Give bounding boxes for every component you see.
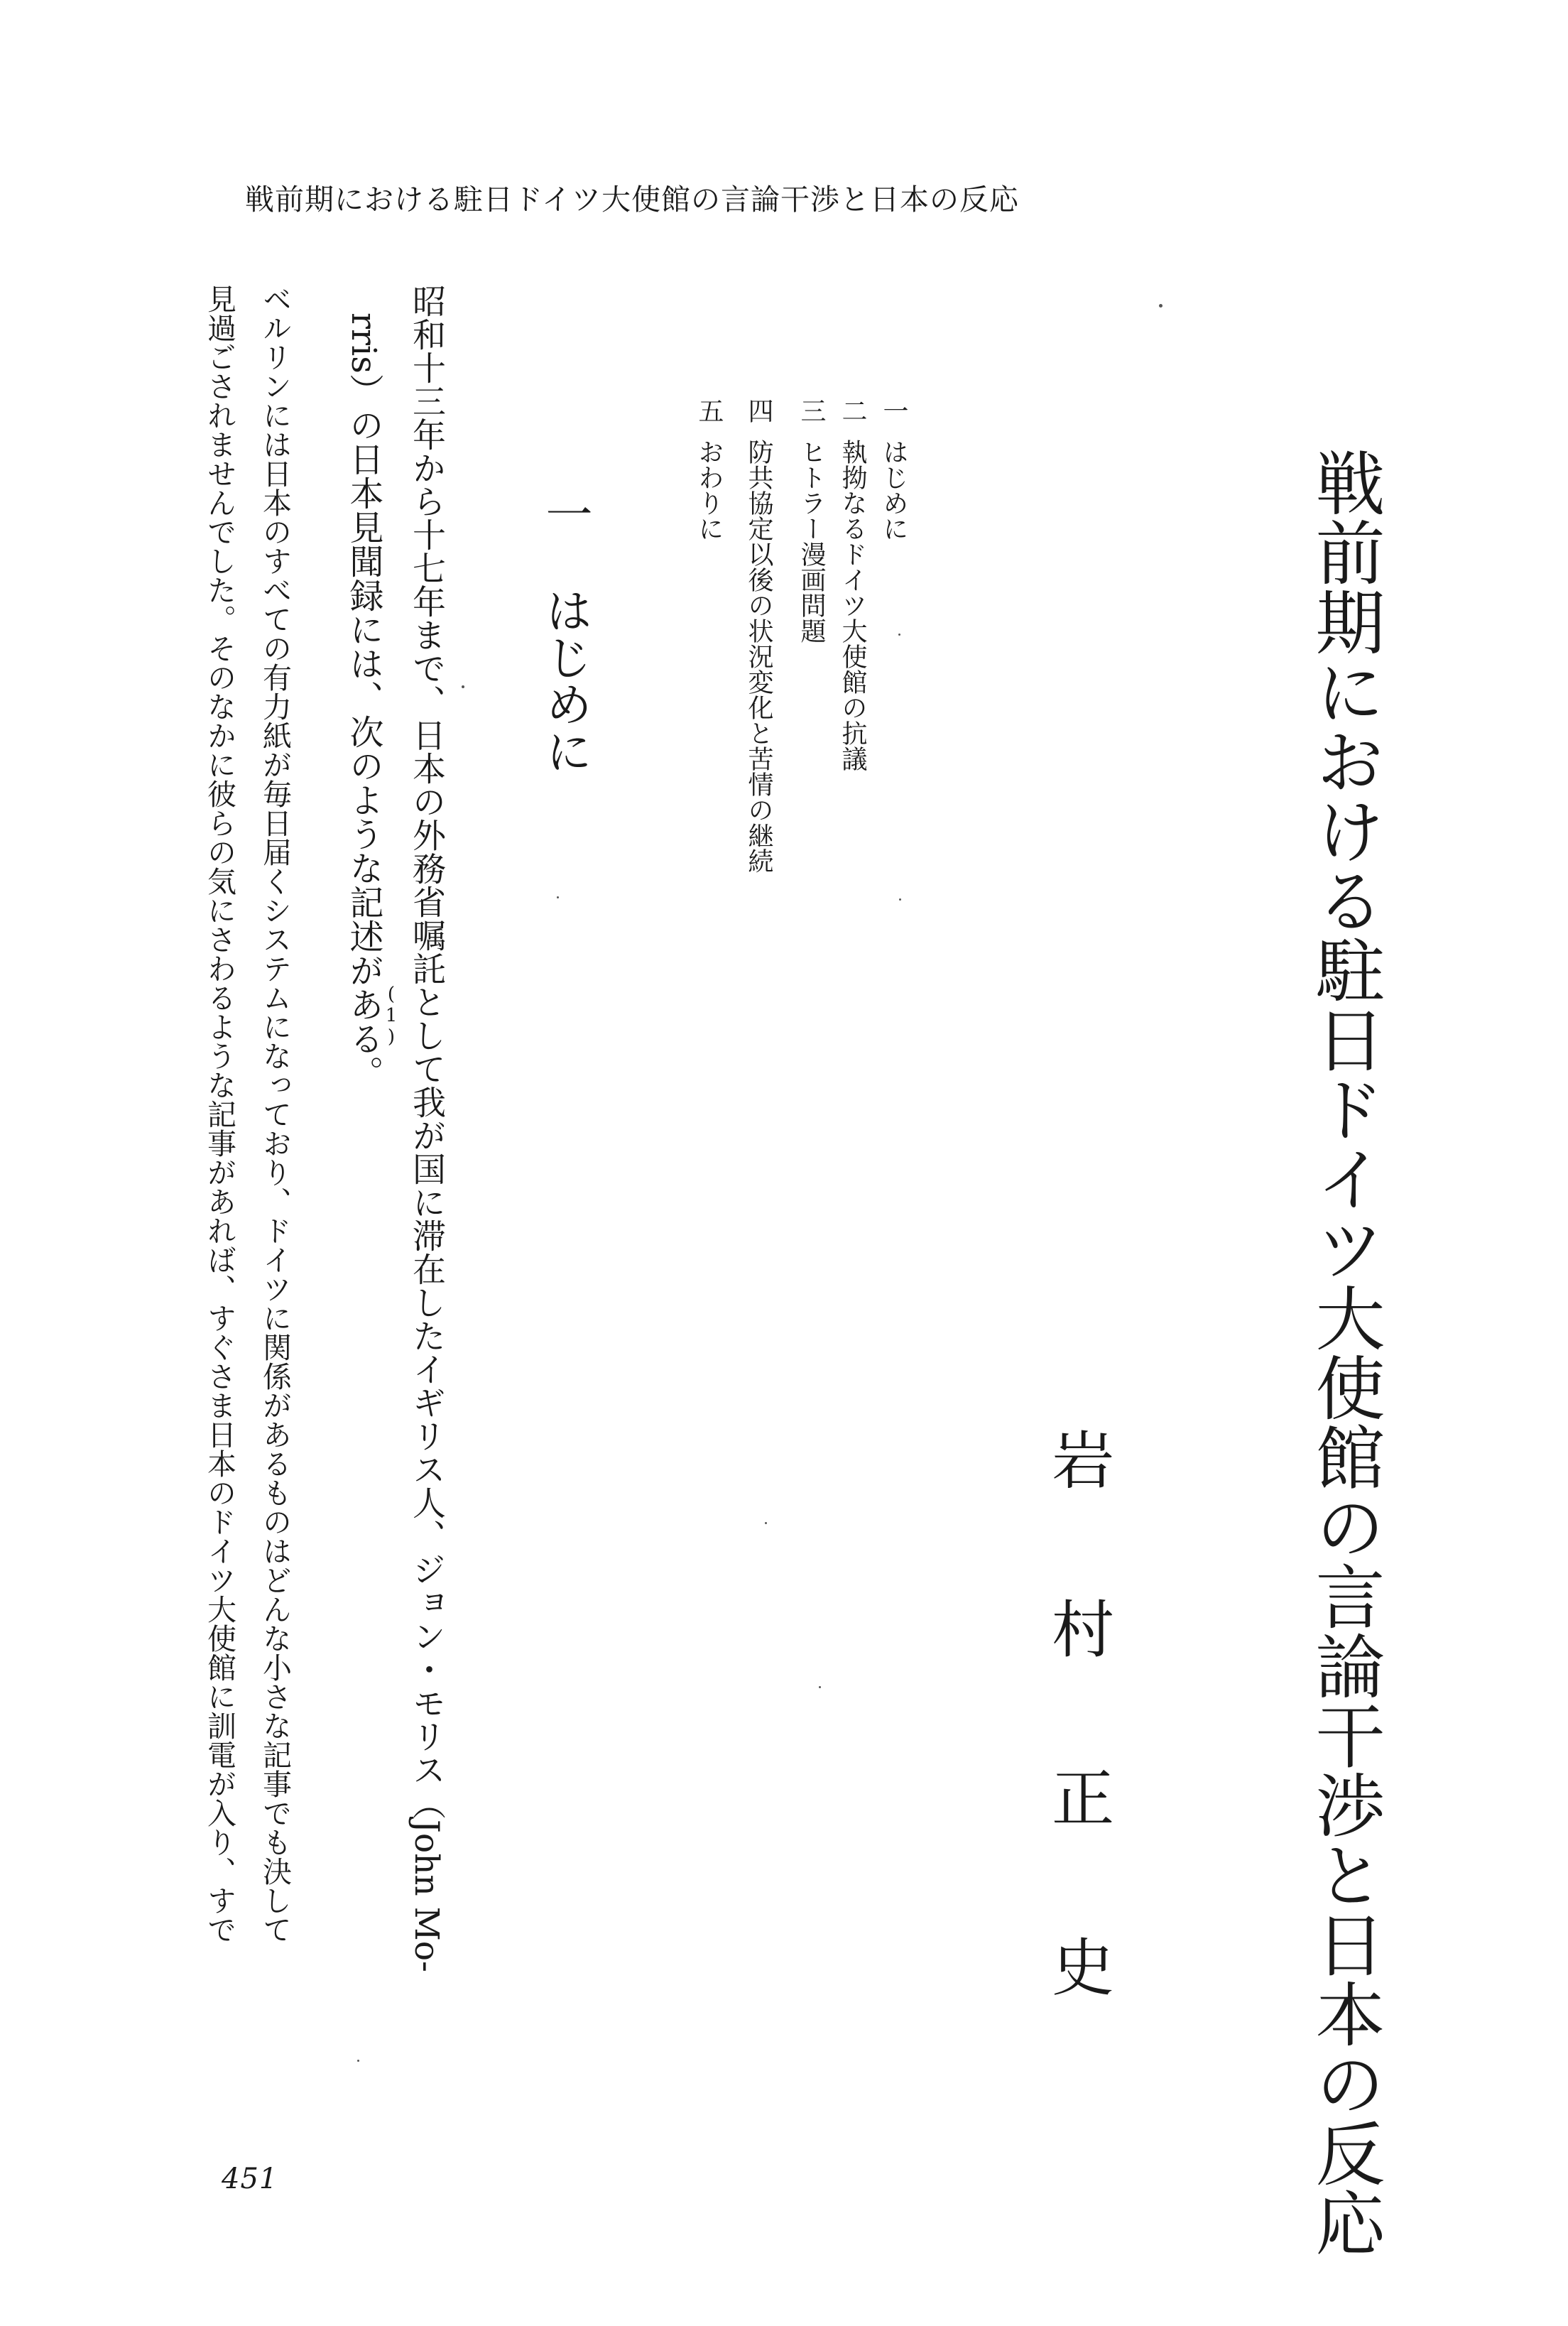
toc-item — [838, 398, 866, 771]
body-text-line — [344, 313, 383, 1089]
scan-speck — [765, 1522, 767, 1524]
author-name: 岩村正史 — [1042, 1428, 1115, 2104]
scan-speck — [557, 896, 559, 898]
toc-item-label: 防共協定以後の状況変化と苦情の継続 — [744, 439, 773, 874]
article-title: 戦前期における駐日ドイツ大使館の言論干渉と日本の反応 — [1304, 447, 1385, 2257]
section-number: 一 — [538, 490, 592, 537]
scan-speck — [357, 2060, 359, 2062]
toc-item-number: 二 — [838, 398, 867, 423]
scan-speck — [819, 1686, 821, 1688]
body-text-line: ベルリンには日本のすべての有力紙が毎日届くシステムになっており、ドイツに関係があるものはどんな小さな記事でも決して — [258, 284, 292, 1944]
toc-item-number: 一 — [879, 398, 908, 423]
section-title: はじめに — [538, 587, 592, 774]
toc-item — [797, 398, 825, 643]
body-text-line: 昭和十三年から十七年まで、日本の外務省嘱託として我が国に滞在したイギリス人、ジョン・モリス（John Mo- — [407, 284, 446, 1972]
toc-item-number: 四 — [744, 398, 773, 423]
toc-item-number: 三 — [797, 398, 826, 423]
toc-item-label: はじめに — [879, 439, 908, 541]
toc-item-label: おわりに — [695, 439, 724, 541]
toc-item — [744, 398, 773, 874]
toc-item — [695, 398, 723, 541]
scan-speck — [462, 685, 464, 688]
running-header: 戦前期における駐日ドイツ大使館の言論干渉と日本の反応 — [245, 183, 1019, 217]
section-heading — [538, 490, 592, 774]
page-number: 451 — [222, 2163, 278, 2195]
toc-item-label: 執拗なるドイツ大使館の抗議 — [838, 439, 867, 771]
scan-speck — [899, 898, 901, 901]
scan-speck — [1159, 304, 1163, 308]
scan-speck — [898, 634, 900, 636]
footnote-reference: (1) — [381, 984, 402, 1048]
toc-item-label: ヒトラー漫画問題 — [797, 439, 826, 643]
toc-item-number: 五 — [695, 398, 724, 423]
body-text-line: 見過ごされませんでした。そのなかに彼らの気にさわるような記事があれば、すぐさま日本のドイツ大使館に訓電が入り、すで — [202, 284, 236, 1944]
body-text-segment: rris）の日本見聞録には、次のような記述がある。 — [344, 313, 383, 1089]
toc-item — [879, 398, 908, 541]
